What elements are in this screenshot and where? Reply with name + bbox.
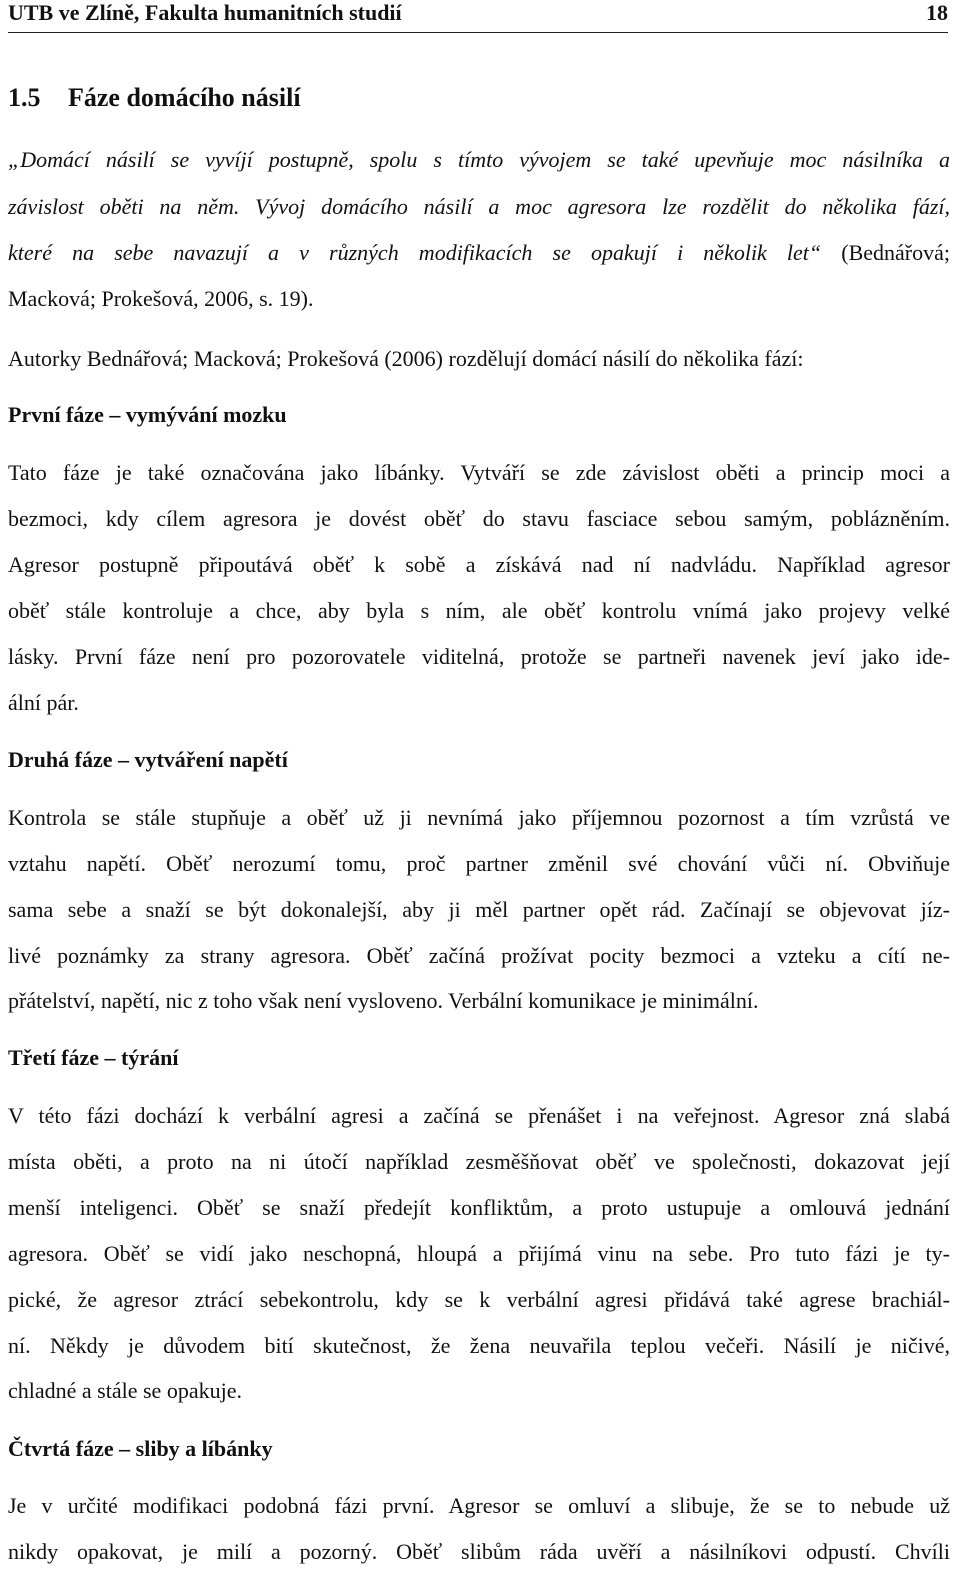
body-line: přátelství, napětí, nic z toho však není vysloveno. Verbální komunikace je minimální. xyxy=(8,988,759,1013)
quote-line xyxy=(8,236,950,270)
quote-line: „Domácí násilí se vyvíjí postupně, spolu s tímto vývojem se také upevňuje moc násilníka a xyxy=(8,147,950,172)
phase-heading: Druhá fáze – vytváření napětí xyxy=(8,747,288,772)
body-line: V této fázi dochází k verbální agresi a začíná se přenášet i na veřejnost. Agresor zná slabá xyxy=(8,1103,950,1128)
body-line: místa oběti, a proto na ni útočí například zesměšňovat oběť ve společnosti, dokazovat její xyxy=(8,1149,950,1174)
running-header xyxy=(8,0,948,33)
body-line: ální pár. xyxy=(8,690,79,715)
quote-line: závislost oběti na něm. Vývoj domácího násilí a moc agresora lze rozdělit do několika fází, xyxy=(8,194,950,219)
intro-paragraph: Autorky Bednářová; Macková; Prokešová (2006) rozdělují domácí násilí do několika fází: xyxy=(8,346,804,371)
body-line: oběť stále kontroluje a chce, aby byla s ním, ale oběť kontrolu vnímá jako projevy velké xyxy=(8,598,950,623)
quote-text: které na sebe navazují a v různých modifikacích se opakují i několik let“ xyxy=(8,240,822,265)
body-line: bezmoci, kdy cílem agresora je dovést oběť do stavu fasciace sebou samým, poblázněním. xyxy=(8,506,950,531)
phase-heading: Čtvrtá fáze – sliby a líbánky xyxy=(8,1436,273,1461)
body-line: Kontrola se stále stupňuje a oběť už ji nevnímá jako příjemnou pozornost a tím vzrůstá ve xyxy=(8,805,950,830)
header-institution: UTB ve Zlíně, Fakulta humanitních studií xyxy=(8,0,402,25)
phase-heading: První fáze – vymývání mozku xyxy=(8,402,287,427)
body-line: nikdy opakovat, je milí a pozorný. Oběť slibům ráda uvěří a násilníkovi odpustí. Chvíli xyxy=(8,1539,950,1564)
body-line: agresora. Oběť se vidí jako neschopná, hloupá a přijímá vinu na sebe. Pro tuto fázi je ty- xyxy=(8,1241,950,1266)
chapter-title: Fáze domácího násilí xyxy=(68,83,301,112)
page-number: 18 xyxy=(926,0,948,25)
body-line: sama sebe a snaží se být dokonalejší, aby ji měl partner opět rád. Začínají se objevovat jíz- xyxy=(8,897,950,922)
body-line: menší inteligenci. Oběť se snaží předejít konfliktům, a proto ustupuje a omlouvá jednání xyxy=(8,1195,950,1220)
body-line: vztahu napětí. Oběť nerozumí tomu, proč partner změnil své chování vůči ní. Obviňuje xyxy=(8,851,950,876)
body-line: pické, že agresor ztrácí sebekontrolu, kdy se k verbální agresi přidává také agrese brachiál- xyxy=(8,1287,950,1312)
body-line: ní. Někdy je důvodem bití skutečnost, že žena neuvařila teplou večeři. Násilí je ničivé, xyxy=(8,1333,950,1358)
chapter-number: 1.5 xyxy=(8,83,41,112)
body-line: Agresor postupně připoutává oběť k sobě a získává nad ní nadvládu. Například agresor xyxy=(8,552,950,577)
quote-line: Macková; Prokešová, 2006, s. 19). xyxy=(8,286,314,311)
chapter-heading xyxy=(8,81,950,115)
body-line: Je v určité modifikaci podobná fázi první. Agresor se omluví a slibuje, že se to nebude už xyxy=(8,1493,950,1518)
phase-heading: Třetí fáze – týrání xyxy=(8,1045,179,1070)
quote-citation: (Bednářová; xyxy=(821,240,950,265)
body-line: livé poznámky za strany agresora. Oběť začíná prožívat pocity bezmoci a vzteku a cítí ne- xyxy=(8,943,950,968)
body-line: Tato fáze je také označována jako líbánky. Vytváří se zde závislost oběti a princip moci a xyxy=(8,460,950,485)
body-line: lásky. První fáze není pro pozorovatele viditelná, protože se partneři navenek jeví jako ide- xyxy=(8,644,950,669)
body-line: chladné a stále se opakuje. xyxy=(8,1378,242,1403)
